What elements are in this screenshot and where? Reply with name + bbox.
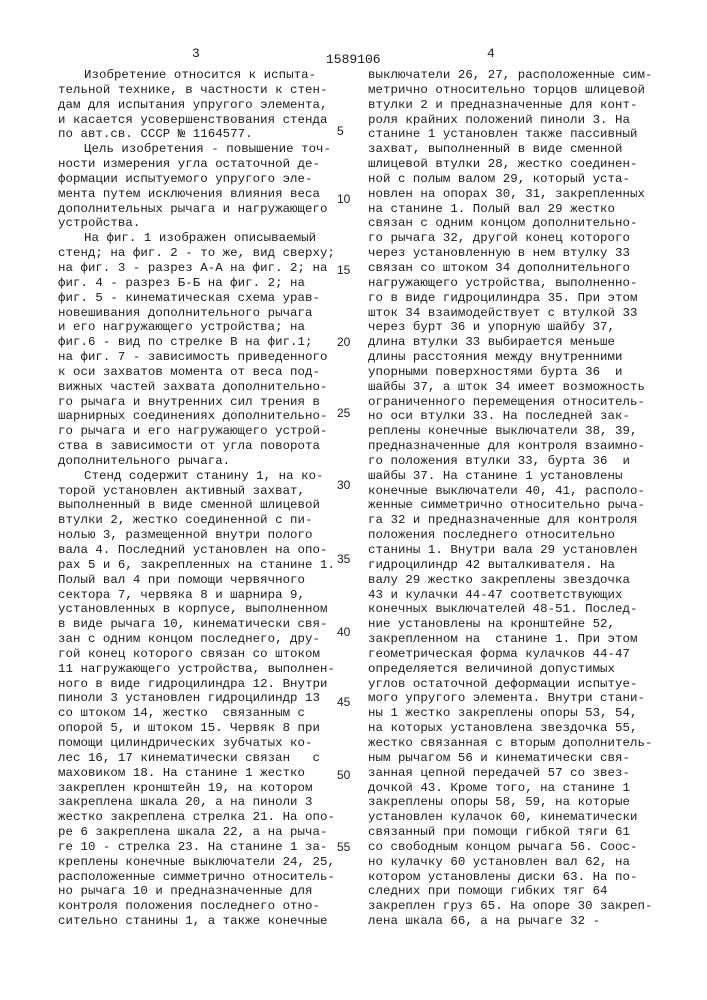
text-line: но кулачку 60 установлен вал 62, на xyxy=(368,855,653,870)
text-line: упорными поверхностями бурта 36 и xyxy=(368,365,653,380)
text-line: гой конец которого связан со штоком xyxy=(58,647,340,662)
text-line: ны 1 жестко закреплены опоры 53, 54, xyxy=(368,706,653,721)
text-line: шайбы 37. На станине 1 установлены xyxy=(368,469,653,484)
text-line: но оси втулки 33. На последней зак- xyxy=(368,409,653,424)
text-line: станине 1 установлен также пассивный xyxy=(368,127,653,142)
text-line: ной с полым валом 29, который уста- xyxy=(368,172,653,187)
paragraph xyxy=(58,469,340,929)
text-line: новлен на опорах 30, 31, закрепленных xyxy=(368,187,653,202)
text-line: геометрическая форма кулачков 44-47 xyxy=(368,647,653,662)
right-text-column xyxy=(368,68,653,929)
text-line: конечные выключатели 40, 41, располо- xyxy=(368,484,653,499)
text-line: занная цепной передачей 57 со звез- xyxy=(368,766,653,781)
text-line: метрично относительно торцов шлицевой xyxy=(368,83,653,98)
text-line: на фиг. 7 - зависимость приведенного xyxy=(58,350,340,365)
text-line: установлен кулачок 60, кинематически xyxy=(368,810,653,825)
left-text-column xyxy=(58,68,340,929)
text-line: маховиком 18. На станине 1 жестко xyxy=(58,766,340,781)
text-line: новешивания дополнительного рычага xyxy=(58,306,340,321)
text-line: конечных выключателей 48-51. Послед- xyxy=(368,602,653,617)
text-line: ности измерения угла остаточной де- xyxy=(58,157,340,172)
text-line: длина втулки 33 выбирается меньше xyxy=(368,335,653,350)
text-line: на станине 1. Полый вал 29 жестко xyxy=(368,202,653,217)
text-line: контроля положения последнего отно- xyxy=(58,899,340,914)
text-line: следних при помощи гибких тяг 64 xyxy=(368,884,653,899)
line-number: 20 xyxy=(337,335,350,349)
line-number: 25 xyxy=(337,406,350,420)
text-line: на фиг. 3 - разрез А-А на фиг. 2; на xyxy=(58,261,340,276)
text-line: 43 и кулачки 44-47 соответствующих xyxy=(368,588,653,603)
text-line: фиг. 4 - разрез Б-Б на фиг. 2; на xyxy=(58,276,340,291)
text-line: торой установлен активный захват, xyxy=(58,484,340,499)
text-line: положения последнего относительно xyxy=(368,528,653,543)
text-line: втулки 2, жестко соединенной с пи- xyxy=(58,513,340,528)
text-line: ного в виде гидроцилиндра 12. Внутри xyxy=(58,677,340,692)
text-line: Стенд содержит станину 1, на ко- xyxy=(58,469,340,484)
text-line: закреплен груз 65. На опоре 30 закреп- xyxy=(368,899,653,914)
text-line: зан с одним концом последнего, дру- xyxy=(58,632,340,647)
text-line: реплены конечные выключатели 38, 39, xyxy=(368,424,653,439)
text-line: мента путем исключения влияния веса xyxy=(58,187,340,202)
text-line: мого упругого элемента. Внутри стани- xyxy=(368,691,653,706)
text-line: го в виде гидроцилиндра 35. При этом xyxy=(368,291,653,306)
text-line: лена шкала 66, а на рычаге 32 - xyxy=(368,914,653,929)
text-line: выключатели 26, 27, расположенные сим- xyxy=(368,68,653,83)
line-number: 10 xyxy=(337,192,350,206)
text-line: шлицевой втулки 28, жестко соединен- xyxy=(368,157,653,172)
text-line: нагружающего устройства, выполненно- xyxy=(368,276,653,291)
text-line: Полый вал 4 при помощи червячного xyxy=(58,573,340,588)
page-number-left: 3 xyxy=(192,46,200,61)
text-line: втулки 2 и предназначенные для конт- xyxy=(368,98,653,113)
text-line: го положения втулки 33, бурта 36 и xyxy=(368,454,653,469)
text-line: шток 34 взаимодействует с втулкой 33 xyxy=(368,306,653,321)
text-line: котором установлены диски 63. На по- xyxy=(368,870,653,885)
text-line: но рычага 10 и предназначенные для xyxy=(58,884,340,899)
text-line: на которых установлена звездочка 55, xyxy=(368,721,653,736)
text-line: 11 нагружающего устройства, выполнен- xyxy=(58,662,340,677)
text-line: вижных частей захвата дополнительно- xyxy=(58,380,340,395)
text-line: го рычага 32, другой конец которого xyxy=(368,231,653,246)
text-line: валу 29 жестко закреплены звездочка xyxy=(368,573,653,588)
page-number-right: 4 xyxy=(487,46,495,61)
text-line: расположенные симметрично относитель- xyxy=(58,870,340,885)
text-line: определяется величиной допустимых xyxy=(368,662,653,677)
text-line: го рычага и внутренних сил трения в xyxy=(58,395,340,410)
line-number: 40 xyxy=(337,625,350,639)
text-line: жестко закреплена стрелка 21. На опо- xyxy=(58,810,340,825)
text-line: опорой 5, и штоком 15. Червяк 8 при xyxy=(58,721,340,736)
text-line: в виде рычага 10, кинематически свя- xyxy=(58,617,340,632)
text-line: устройства. xyxy=(58,216,340,231)
text-line: го рычага и его нагружающего устрой- xyxy=(58,424,340,439)
text-line: стенд; на фиг. 2 - то же, вид сверху; xyxy=(58,246,340,261)
text-line: дополнительных рычага и нагружающего xyxy=(58,202,340,217)
text-line: пиноли 3 установлен гидроцилиндр 13 xyxy=(58,691,340,706)
text-line: длины расстояния между внутренними xyxy=(368,350,653,365)
text-line: га 32 и предназначенные для контроля xyxy=(368,513,653,528)
text-line: гидроцилиндр 42 выталкивателя. На xyxy=(368,558,653,573)
text-line: дополнительного рычага. xyxy=(58,454,340,469)
line-number: 30 xyxy=(337,478,350,492)
text-line: предназначенные для контроля взаимно- xyxy=(368,439,653,454)
text-line: ства в зависимости от угла поворота xyxy=(58,439,340,454)
text-line: по авт.св. СССР № 1164577. xyxy=(58,127,340,142)
text-line: формации испытуемого упругого эле- xyxy=(58,172,340,187)
line-number: 50 xyxy=(337,768,350,782)
text-line: установленных в корпусе, выполненном xyxy=(58,602,340,617)
text-line: к оси захватов момента от веса под- xyxy=(58,365,340,380)
text-line: помощи цилиндрических зубчатых ко- xyxy=(58,736,340,751)
text-line: ограниченного перемещения относитель- xyxy=(368,395,653,410)
text-line: Изобретение относится к испыта- xyxy=(58,68,340,83)
text-line: женные симметрично относительно рыча- xyxy=(368,498,653,513)
text-line: На фиг. 1 изображен описываемый xyxy=(58,231,340,246)
text-line: фиг.6 - вид по стрелке В на фиг.1; xyxy=(58,335,340,350)
text-line: ным рычагом 56 и кинематически свя- xyxy=(368,751,653,766)
text-line: Цель изобретения - повышение точ- xyxy=(58,142,340,157)
paragraph xyxy=(58,142,340,231)
text-line: связан с одним концом дополнительно- xyxy=(368,216,653,231)
text-line: выполненный в виде сменной шлицевой xyxy=(58,498,340,513)
text-line: рах 5 и 6, закрепленных на станине 1. xyxy=(58,558,340,573)
text-line: дочкой 43. Кроме того, на станине 1 xyxy=(368,781,653,796)
text-line: лес 16, 17 кинематически связан с xyxy=(58,751,340,766)
text-line: через бурт 36 и упорную шайбу 37, xyxy=(368,320,653,335)
patent-number: 1589106 xyxy=(326,52,381,67)
text-line: закреплен кронштейн 19, на котором xyxy=(58,781,340,796)
paragraph xyxy=(58,68,340,142)
paragraph xyxy=(58,231,340,469)
text-line: связан со штоком 34 дополнительного xyxy=(368,261,653,276)
line-number: 45 xyxy=(337,695,350,709)
text-line: углов остаточной деформации испытуе- xyxy=(368,677,653,692)
text-line: жестко связанная с вторым дополнитель- xyxy=(368,736,653,751)
text-line: закрепленном на станине 1. При этом xyxy=(368,632,653,647)
text-line: сительно станины 1, а также конечные xyxy=(58,914,340,929)
text-line: со штоком 14, жестко связанным с xyxy=(58,706,340,721)
text-line: и его нагружающего устройства; на xyxy=(58,320,340,335)
text-line: шарнирных соединениях дополнительно- xyxy=(58,409,340,424)
text-line: вала 4. Последний установлен на опо- xyxy=(58,543,340,558)
text-line: ние установлены на кронштейне 52, xyxy=(368,617,653,632)
text-line: роля крайних положений пиноли 3. На xyxy=(368,113,653,128)
text-line: шайбы 37, а шток 34 имеет возможность xyxy=(368,380,653,395)
text-line: дам для испытания упругого элемента, xyxy=(58,98,340,113)
text-line: связанный при помощи гибкой тяги 61 xyxy=(368,825,653,840)
text-line: со свободным концом рычага 56. Соос- xyxy=(368,840,653,855)
text-line: ге 10 - стрелка 23. На станине 1 за- xyxy=(58,840,340,855)
line-number: 15 xyxy=(337,263,350,277)
text-line: фиг. 5 - кинематическая схема урав- xyxy=(58,291,340,306)
line-number: 55 xyxy=(337,840,350,854)
text-line: и касается усовершенствования стенда xyxy=(58,113,340,128)
text-line: ре 6 закреплена шкала 22, а на рыча- xyxy=(58,825,340,840)
text-line: закреплена шкала 20, а на пиноли 3 xyxy=(58,795,340,810)
paragraph xyxy=(368,68,653,929)
text-line: захват, выполненный в виде сменной xyxy=(368,142,653,157)
text-line: тельной технике, в частности к стен- xyxy=(58,83,340,98)
line-number: 35 xyxy=(337,552,350,566)
text-line: через установленную в нем втулку 33 xyxy=(368,246,653,261)
line-number: 5 xyxy=(337,124,344,138)
text-line: станины 1. Внутри вала 29 установлен xyxy=(368,543,653,558)
text-line: креплены конечные выключатели 24, 25, xyxy=(58,855,340,870)
text-line: сектора 7, червяка 8 и шарнира 9, xyxy=(58,588,340,603)
text-line: нолью 3, размещенной внутри полого xyxy=(58,528,340,543)
text-line: закреплены опоры 58, 59, на которые xyxy=(368,795,653,810)
